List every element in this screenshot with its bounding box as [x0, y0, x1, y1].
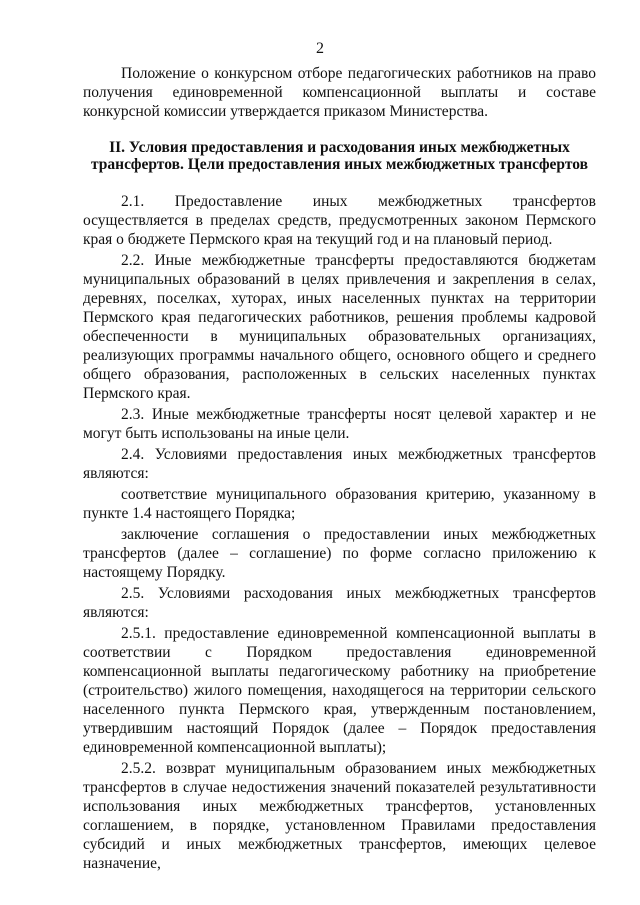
- section-heading-line-2: трансфертов. Цели предоставления иных межбюджетных трансфертов: [91, 156, 588, 173]
- paragraph-2-5: 2.5. Условиями расходования иных межбюджетных трансфертов являются:: [83, 585, 596, 621]
- paragraph-2-4-condition-a: соответствие муниципального образования критерию, указанному в пункте 1.4 настоящего Порядка;: [83, 486, 596, 522]
- section-heading: [83, 139, 596, 173]
- paragraph-2-2: 2.2. Иные межбюджетные трансферты предоставляются бюджетам муниципальных образований в целях привлечения и закрепления в селах, деревнях, поселках, хуторах, иных населенных пунктах на территории Пермского края педагогических работников, решения проблемы кадровой обеспеченности в муниципальных образовательных организациях, реализующих программы начального общего, основного общего и среднего общего образования, расположенных в сельских населенных пунктах Пермского края.: [83, 252, 596, 402]
- document-body: [83, 64, 596, 875]
- page-number: 2: [316, 40, 324, 57]
- paragraph-2-3: 2.3. Иные межбюджетные трансферты носят целевой характер и не могут быть использованы на иные цели.: [83, 406, 596, 442]
- paragraph-2-4-condition-b: заключение соглашения о предоставлении иных межбюджетных трансфертов (далее – соглашение) по форме согласно приложению к настоящему Порядку.: [83, 526, 596, 581]
- paragraph-2-5-1: 2.5.1. предоставление единовременной компенсационной выплаты в соответствии с Порядком предоставления единовременной компенсационной выплаты педагогическому работнику на приобретение (строительство) жилого помещения, находящегося на территории сельского населенного пункта Пермского края, утвержденным постановлением, утвердившим настоящий Порядок (далее – Порядок предоставления единовременной компенсационной выплаты);: [83, 625, 596, 756]
- paragraph-2-1: 2.1. Предоставление иных межбюджетных трансфертов осуществляется в пределах средств, предусмотренных законом Пермского края о бюджете Пермского края на текущий год и на плановый период.: [83, 193, 596, 248]
- paragraph-2-5-2: 2.5.2. возврат муниципальным образованием иных межбюджетных трансфертов в случае недостижения значений показателей результативности использования иных межбюджетных трансфертов, установленных соглашением, в порядке, установленном Правилами предоставления субсидий и иных межбюджетных трансфертов, имеющих целевое назначение,: [83, 760, 596, 872]
- paragraph-2-4: 2.4. Условиями предоставления иных межбюджетных трансфертов являются:: [83, 446, 596, 482]
- intro-paragraph: Положение о конкурсном отборе педагогических работников на право получения единовременной компенсационной выплаты и составе конкурсной комиссии утверждается приказом Министерства.: [83, 65, 596, 120]
- section-heading-line-1: II. Условия предоставления и расходования иных межбюджетных: [109, 139, 570, 156]
